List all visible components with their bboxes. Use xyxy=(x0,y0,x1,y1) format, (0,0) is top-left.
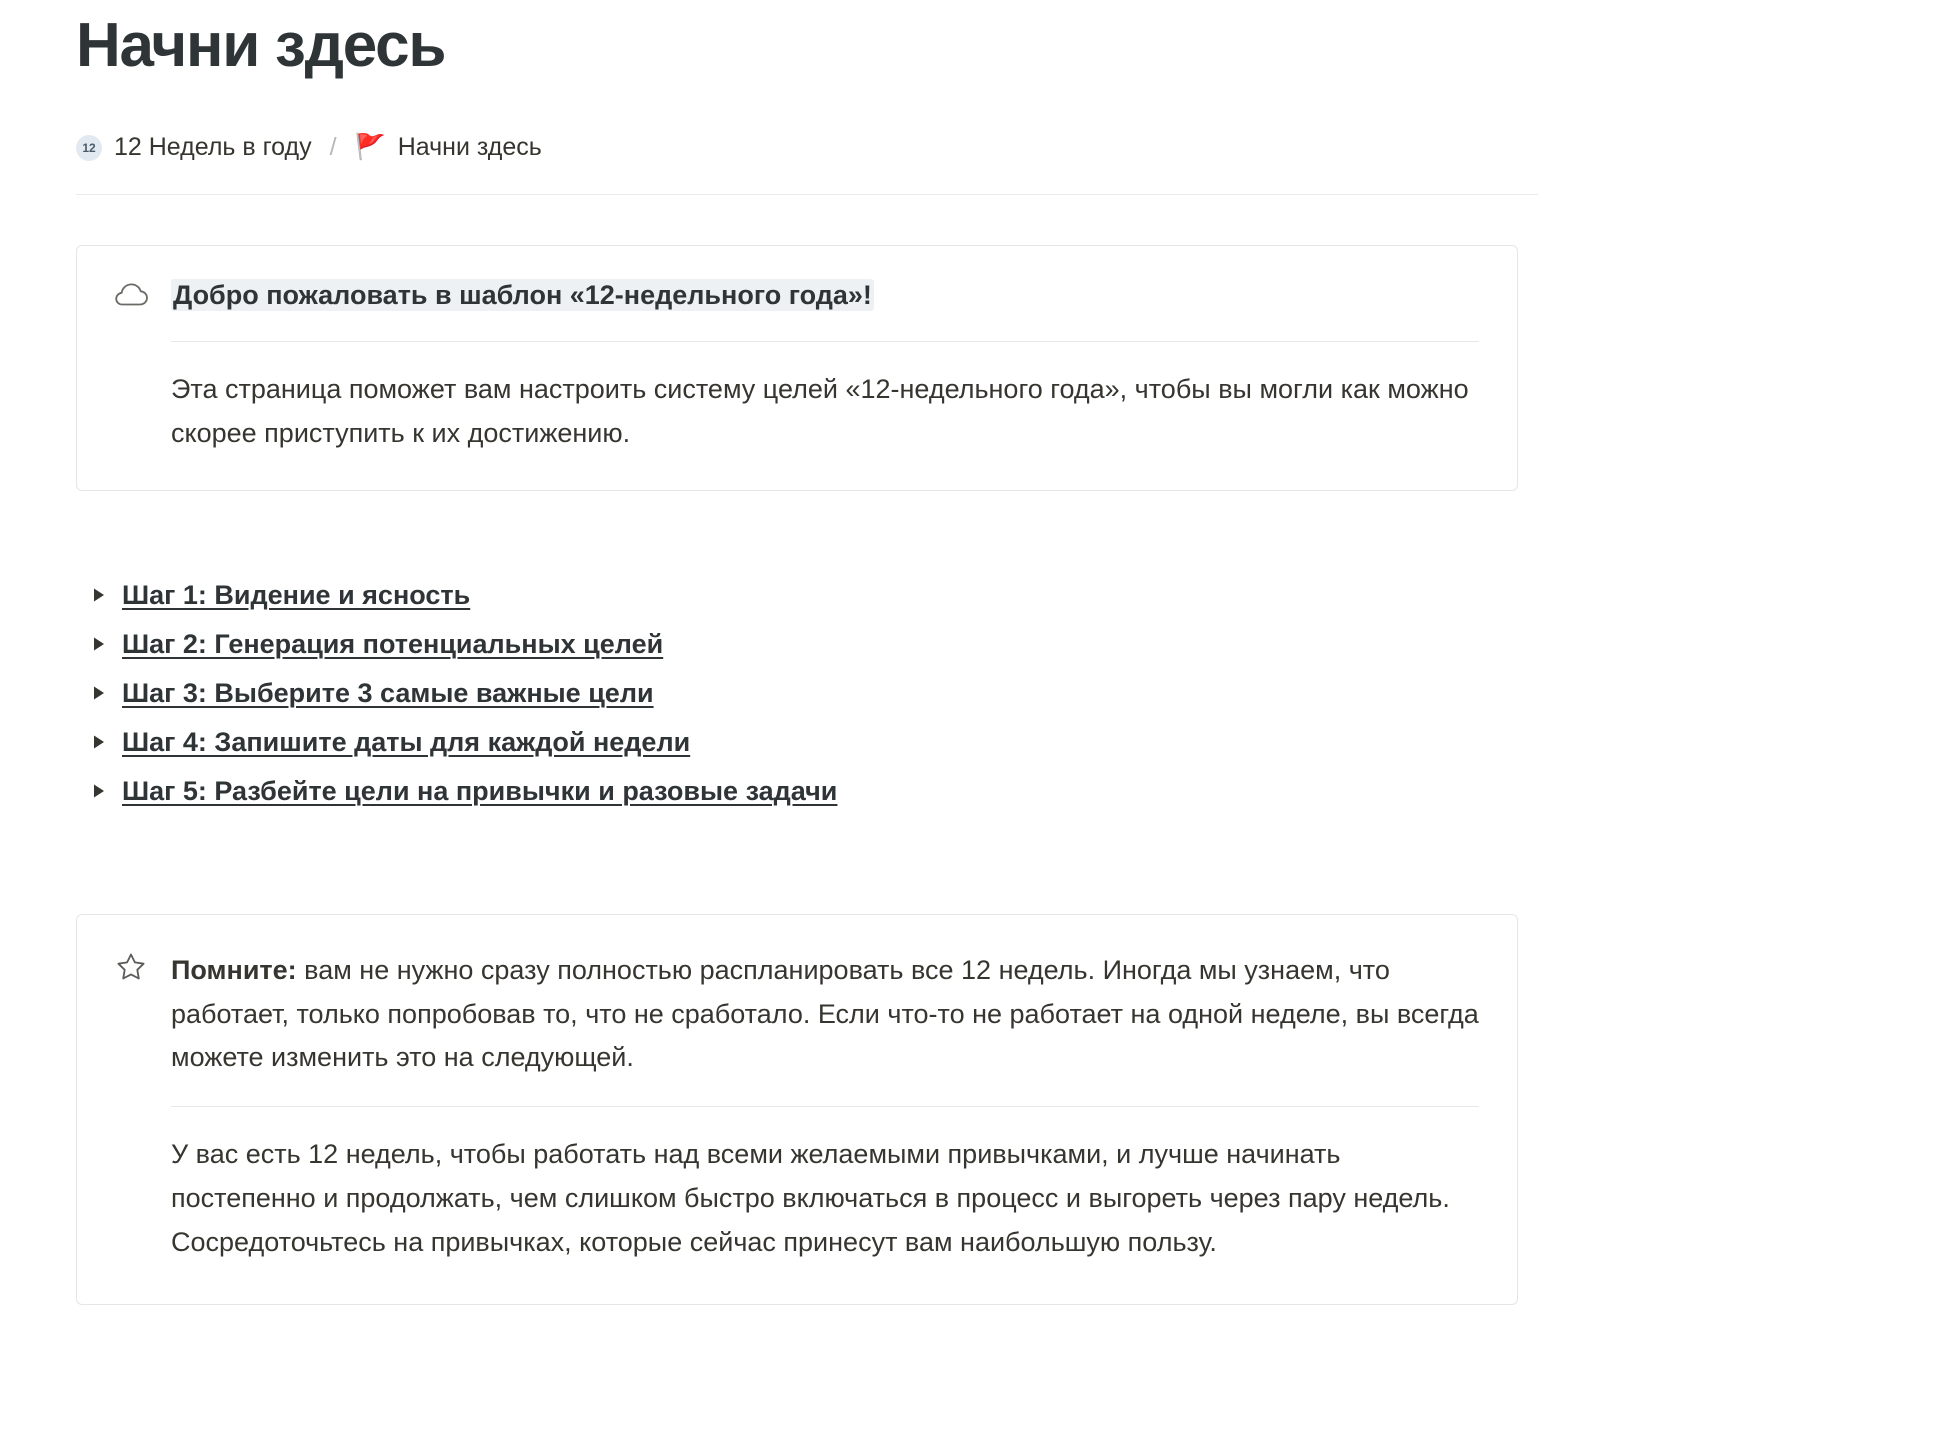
page-title: Начни здесь xyxy=(76,11,446,80)
chevron-right-icon[interactable] xyxy=(76,782,122,800)
steps-toggle-list xyxy=(76,571,1518,816)
toggle-step-3[interactable] xyxy=(76,669,1518,718)
remember-callout-inner-divider xyxy=(171,1106,1479,1107)
remember-callout-lead: Помните: xyxy=(171,954,297,985)
toggle-step-5-label: Шаг 5: Разбейте цели на привычки и разовые задачи xyxy=(122,775,838,806)
breadcrumb xyxy=(76,133,1866,162)
chevron-right-icon[interactable] xyxy=(76,586,122,604)
cloud-icon xyxy=(115,276,171,320)
star-icon xyxy=(115,949,171,995)
remember-callout-body xyxy=(171,949,1479,1080)
breadcrumb-current-label: Начни здесь xyxy=(397,133,542,162)
toggle-step-5[interactable] xyxy=(76,767,1518,816)
toggle-step-4[interactable] xyxy=(76,718,1518,767)
remember-callout-body-2: У вас есть 12 недель, чтобы работать над всеми желаемыми привычками, и лучше начинать постепенно и продолжать, чем слишком быстро включаться в процесс и выгореть через пару недель. Сосредоточьтесь на привычках, которые сейчас принесут вам наибольшую пользу. xyxy=(171,1139,1450,1257)
twelve-weeks-badge-icon: 12 xyxy=(76,135,102,161)
welcome-callout-inner-divider xyxy=(171,341,1479,342)
toggle-step-3-label: Шаг 3: Выберите 3 самые важные цели xyxy=(122,677,654,708)
toggle-step-1[interactable] xyxy=(76,571,1518,620)
welcome-callout xyxy=(76,245,1518,491)
flag-icon: 🚩 xyxy=(354,133,386,162)
breadcrumb-separator: / xyxy=(329,133,337,162)
remember-callout-text: вам не нужно сразу полностью распланировать все 12 недель. Иногда мы узнаем, что работает, только попробовав то, что не сработало. Если что-то не работает на одной неделе, вы всегда можете изменить это на следующей. xyxy=(171,954,1479,1073)
toggle-step-4-label: Шаг 4: Запишите даты для каждой недели xyxy=(122,726,691,757)
welcome-callout-heading-text: Добро пожаловать в шаблон «12-недельного года»! xyxy=(173,280,872,311)
welcome-callout-body: Эта страница поможет вам настроить систему целей «12-недельного года», чтобы вы могли как можно скорее приступить к их достижению. xyxy=(171,374,1469,449)
breadcrumb-item-parent[interactable] xyxy=(76,135,312,161)
header-divider xyxy=(76,194,1538,195)
toggle-step-1-label: Шаг 1: Видение и ясность xyxy=(122,579,471,610)
toggle-step-2-label: Шаг 2: Генерация потенциальных целей xyxy=(122,628,664,659)
remember-callout xyxy=(76,914,1518,1305)
chevron-right-icon[interactable] xyxy=(76,733,122,751)
breadcrumb-parent-label: 12 Недель в году xyxy=(114,133,312,162)
breadcrumb-item-current[interactable] xyxy=(355,135,542,160)
welcome-callout-heading xyxy=(171,276,1479,315)
toggle-step-2[interactable] xyxy=(76,620,1518,669)
chevron-right-icon[interactable] xyxy=(76,635,122,653)
chevron-right-icon[interactable] xyxy=(76,684,122,702)
